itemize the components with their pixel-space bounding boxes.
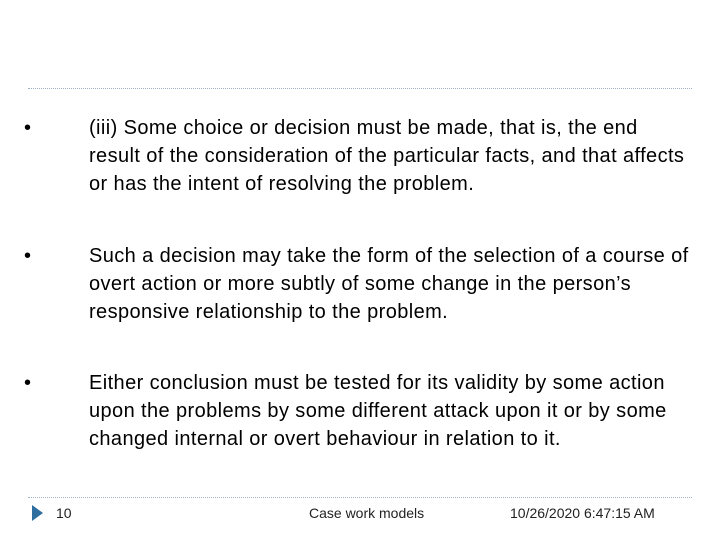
footer-datetime: 10/26/2020 6:47:15 AM — [510, 505, 655, 521]
page-number: 10 — [56, 505, 72, 521]
bottom-divider — [28, 497, 692, 498]
bullet-dot: • — [24, 117, 32, 139]
triangle-right-icon — [32, 505, 43, 521]
bullet-dot: • — [24, 372, 32, 394]
bullet-text: (iii) Some choice or decision must be made, that is, the end result of the consideration of the particular facts, and that affects or has the intent of resolving the problem. — [89, 117, 685, 195]
bullet-dot: • — [24, 245, 32, 267]
bullet-text: Either conclusion must be tested for its validity by some action upon the problems by some different attack upon it or by some changed internal or overt behaviour in relation to it. — [89, 372, 667, 450]
footer-title: Case work models — [309, 505, 425, 521]
slide-footer — [0, 502, 720, 526]
top-divider — [28, 88, 692, 89]
bullet-text: Such a decision may take the form of the selection of a course of overt action or more subtly of some change in the person’s responsive relationship to the problem. — [89, 245, 689, 323]
